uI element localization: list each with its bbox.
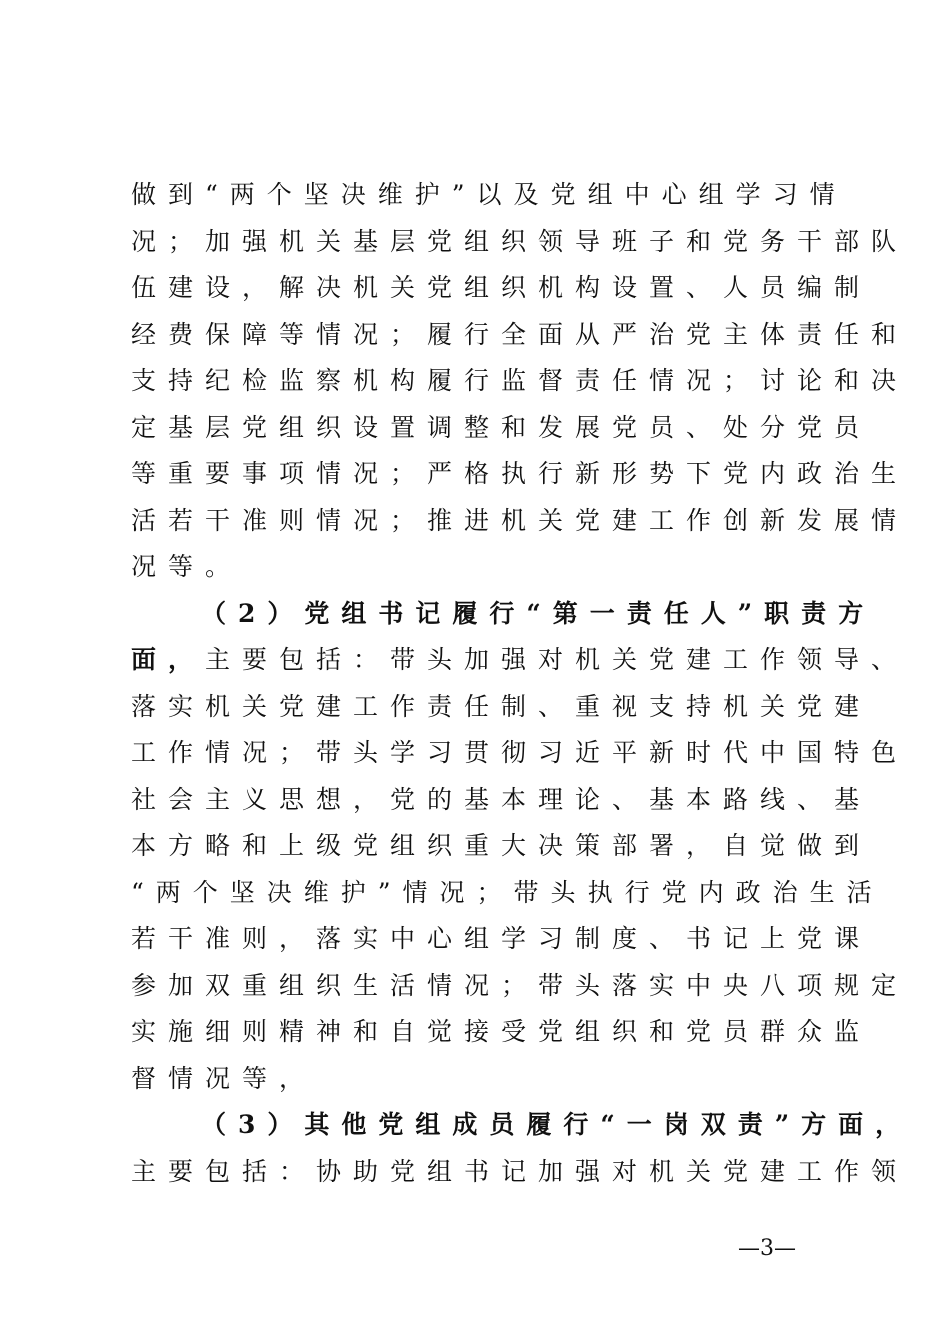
text-line: 本方略和上级党组织重大决策部署，自觉做到 bbox=[131, 831, 872, 860]
text-line: 活若干准则情况；推进机关党建工作创新发展情 bbox=[131, 505, 909, 535]
section-heading-2-end: 面， bbox=[131, 645, 206, 674]
text-line: 落实机关党建工作责任制、重视支持机关党建 bbox=[131, 691, 872, 721]
text-line: 支持纪检监察机构履行监督责任情况；讨论和决 bbox=[131, 366, 909, 395]
text-line: “两个坚决维护”情况；带头执行党内政治生活 bbox=[131, 877, 884, 907]
text-line: 参加双重组织生活情况；带头落实中央八项规定 bbox=[131, 970, 909, 1000]
text-line: 定基层党组织设置调整和发展党员、处分党员 bbox=[131, 412, 872, 442]
text-line: 主要包括：协助党组书记加强对机关党建工作领 bbox=[131, 1156, 909, 1186]
text-line: 伍建设，解决机关党组织机构设置、人员编制 bbox=[131, 273, 872, 302]
text-line: 督情况等， bbox=[131, 1063, 317, 1093]
text-segment: 主要包括：带头加强对机关党建工作领导、 bbox=[205, 645, 909, 674]
body-text bbox=[131, 172, 913, 1195]
text-line: 况；加强机关基层党组织领导班子和党务干部队 bbox=[131, 226, 909, 256]
page-number: —3— bbox=[738, 1236, 796, 1261]
text-line: 况等。 bbox=[131, 552, 243, 581]
section-heading-3: （3）其他党组成员履行“一岗双责”方面， bbox=[201, 1110, 913, 1139]
text-line: 社会主义思想，党的基本理论、基本路线、基 bbox=[131, 784, 872, 814]
text-line: 若干准则，落实中心组学习制度、书记上党课 bbox=[131, 924, 872, 953]
section-heading-2: （2）党组书记履行“第一责任人”职责方 bbox=[201, 598, 876, 628]
text-line: 工作情况；带头学习贯彻习近平新时代中国特色 bbox=[131, 738, 909, 767]
text-line: 实施细则精神和自觉接受党组织和党员群众监 bbox=[131, 1017, 872, 1046]
text-line bbox=[131, 637, 909, 684]
text-line: 做到“两个坚决维护”以及党组中心组学习情 bbox=[131, 180, 847, 209]
text-line: 等重要事项情况；严格执行新形势下党内政治生 bbox=[131, 459, 909, 488]
text-line: 经费保障等情况；履行全面从严治党主体责任和 bbox=[131, 319, 909, 349]
